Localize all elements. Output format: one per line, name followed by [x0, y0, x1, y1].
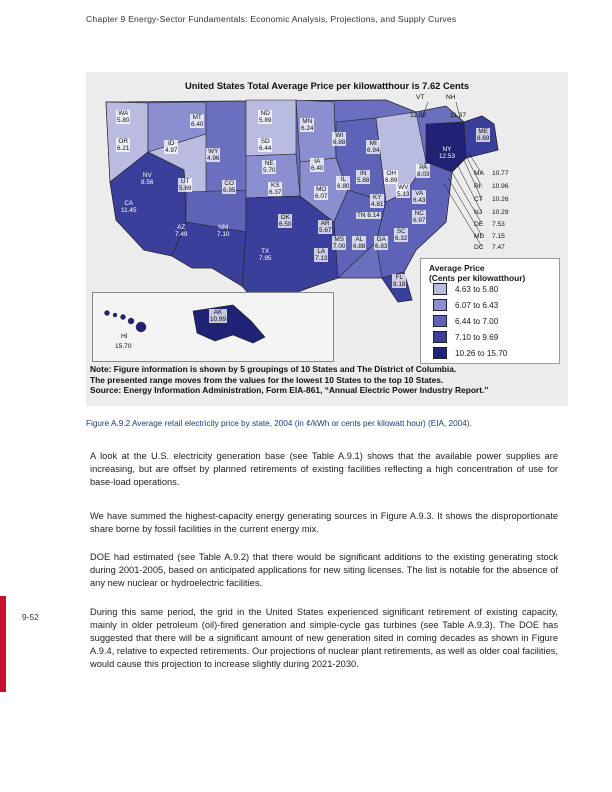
state-label-ok: OK 6.50	[279, 214, 292, 228]
legend-swatch	[433, 315, 447, 327]
figure-notes	[90, 364, 489, 396]
legend-item: 10.26 to 15.70	[433, 347, 507, 359]
figure-electricity-price-map	[86, 72, 568, 406]
state-label-ga: GA 6.83	[375, 236, 388, 250]
state-label-hi: HI	[121, 333, 128, 340]
state-label-nc: NC 6.97	[413, 210, 426, 224]
ne-value-ri: 10.96	[492, 183, 509, 190]
figure-title: United States Total Average Price per kilowatthour is 7.62 Cents	[184, 80, 470, 91]
state-label-pa: PA 8.03	[417, 164, 430, 178]
legend-item: 6.07 to 6.43	[433, 299, 498, 311]
inset-map	[93, 293, 333, 361]
state-label-wv: WV 5.13	[397, 184, 410, 198]
state-label-ks: KS 6.37	[269, 182, 282, 196]
state-label-mo: MO 6.07	[315, 186, 328, 200]
state-label-ut: UT 5.69	[179, 178, 192, 192]
state-label-tn: TN 6.14	[357, 212, 380, 219]
state-label-me: ME 8.69	[477, 128, 490, 142]
state-label-nm: NM 7.10	[217, 224, 230, 238]
alaska-hawaii-inset	[92, 292, 334, 362]
state-value-vt: 11.02	[410, 112, 427, 119]
page-number: 9-52	[22, 612, 39, 622]
margin-accent-bar	[0, 596, 6, 692]
state-label-va: VA 6.43	[413, 190, 426, 204]
state-label-ar: AR 5.67	[319, 220, 332, 234]
ne-abbr-md: MD	[474, 233, 485, 240]
state-label-sc: SC 6.32	[395, 228, 408, 242]
state-label-ky: KY 4.81	[371, 194, 384, 208]
ne-value-dc: 7.47	[492, 244, 505, 251]
state-label-co: CO 6.95	[223, 180, 236, 194]
state-label-or: OR 6.21	[117, 138, 130, 152]
legend-item: 4.63 to 5.80	[433, 283, 498, 295]
ne-abbr-ri: RI	[474, 183, 481, 190]
running-header: Chapter 9 Energy-Sector Fundamentals: Economic Analysis, Projections, and Supply Curves	[86, 14, 457, 24]
state-label-nh: NH	[446, 94, 456, 101]
ne-abbr-ma: MA	[474, 170, 484, 177]
legend-title: Average Price (Cents per kilowatthour)	[429, 263, 526, 283]
state-label-wa: WA 5.80	[117, 110, 130, 124]
state-label-sd: SD 6.44	[259, 138, 272, 152]
legend-swatch	[433, 331, 447, 343]
ne-abbr-dc: DC	[474, 244, 484, 251]
paragraph-2: We have summed the highest-capacity energy generating sources in Figure A.9.3. It shows the disproportionate share borne by fossil facilities in the current energy mix.	[90, 511, 558, 534]
legend-item: 7.10 to 9.69	[433, 331, 498, 343]
state-label-wy: WY 4.96	[207, 148, 220, 162]
state-label-ny: NY 12.53	[439, 146, 455, 160]
ne-value-md: 7.15	[492, 233, 505, 240]
map-legend	[420, 258, 560, 364]
state-label-la: LA 7.13	[315, 248, 328, 262]
ne-abbr-de: DE	[474, 221, 484, 228]
state-label-vt: VT	[416, 94, 425, 101]
state-label-ne: NE 5.70	[263, 160, 276, 174]
ne-abbr-nj: NJ	[474, 209, 483, 216]
state-label-al: AL 6.88	[353, 236, 366, 250]
state-label-ca: CA 11.45	[121, 200, 137, 214]
paragraph-4: During this same period, the grid in the United States experienced significant retirement of existing capacity, mainly in older petroleum (oil)-fired generation and simple-cycle gas turbines (see Table A.9.3). The DOE has suggested that there will be a significant amount of new generation sited in coming decades as shown in Figure A.9.4, relative to expected retirements. Our projections of nuclear plant retirements, as well as older coal facilities, would cause this projection to increase slightly during 2021-2030.	[90, 607, 558, 669]
state-label-fl: FL 8.18	[393, 274, 406, 288]
state-label-in: IN 5.88	[357, 170, 370, 184]
state-label-oh: OH 6.89	[385, 170, 398, 184]
state-label-az: AZ 7.49	[175, 224, 188, 238]
note-line-2: The presented range moves from the values for the lowest 10 States to the top 10 States.	[90, 374, 444, 385]
paragraph-1: A look at the U.S. electricity generation base (see Table A.9.1) shows that the available power supplies are increasing, but are offset by planned retirements of existing facilities reflecting a high concentration of use for base-load operations.	[90, 451, 558, 487]
state-label-nv: NV 8.56	[141, 172, 154, 186]
note-line-1: Note: Figure information is shown by 5 groupings of 10 States and The District of Columbia.	[90, 364, 457, 374]
legend-swatch	[433, 283, 447, 295]
legend-swatch	[433, 347, 447, 359]
state-label-ms: MS 7.00	[333, 236, 346, 250]
legend-item: 6.44 to 7.00	[433, 315, 498, 327]
state-label-tx: TX 7.95	[259, 248, 272, 262]
ne-value-ct: 10.26	[492, 196, 509, 203]
state-label-nd: ND 5.89	[259, 110, 272, 124]
state-label-wi: WI 6.88	[333, 132, 346, 146]
legend-swatch	[433, 299, 447, 311]
state-value-hi: 15.70	[115, 343, 132, 350]
state-label-id: ID 4.97	[165, 140, 178, 154]
ne-value-ma: 10.77	[492, 170, 509, 177]
state-value-nh: 11.37	[450, 112, 467, 119]
ne-value-nj: 10.29	[492, 209, 509, 216]
note-line-3: Source: Energy Information Administration, Form EIA-861, “Annual Electric Power Industry Report.”	[90, 385, 489, 396]
state-label-il: IL 6.80	[337, 176, 350, 190]
state-label-ak: AK 10.99	[210, 309, 226, 323]
ne-abbr-ct: CT	[474, 196, 483, 203]
state-label-mi: MI 6.94	[367, 140, 380, 154]
state-label-mn: MN 6.24	[301, 118, 314, 132]
state-label-ia: IA 6.40	[311, 158, 324, 172]
paragraph-3: DOE had estimated (see Table A.9.2) that there would be significant additions to the existing generating stock during 2001-2005, based on anticipated applications for new siting licenses. The list is notable for the absence of any new nuclear or hydroelectric facilities.	[90, 552, 558, 588]
ne-value-de: 7.53	[492, 221, 505, 228]
figure-caption: Figure A.9.2 Average retail electricity price by state, 2004 (in ¢/kWh or cents per kilowatt hour) (EIA, 2004).	[86, 419, 472, 428]
state-label-mt: MT 6.40	[191, 114, 204, 128]
